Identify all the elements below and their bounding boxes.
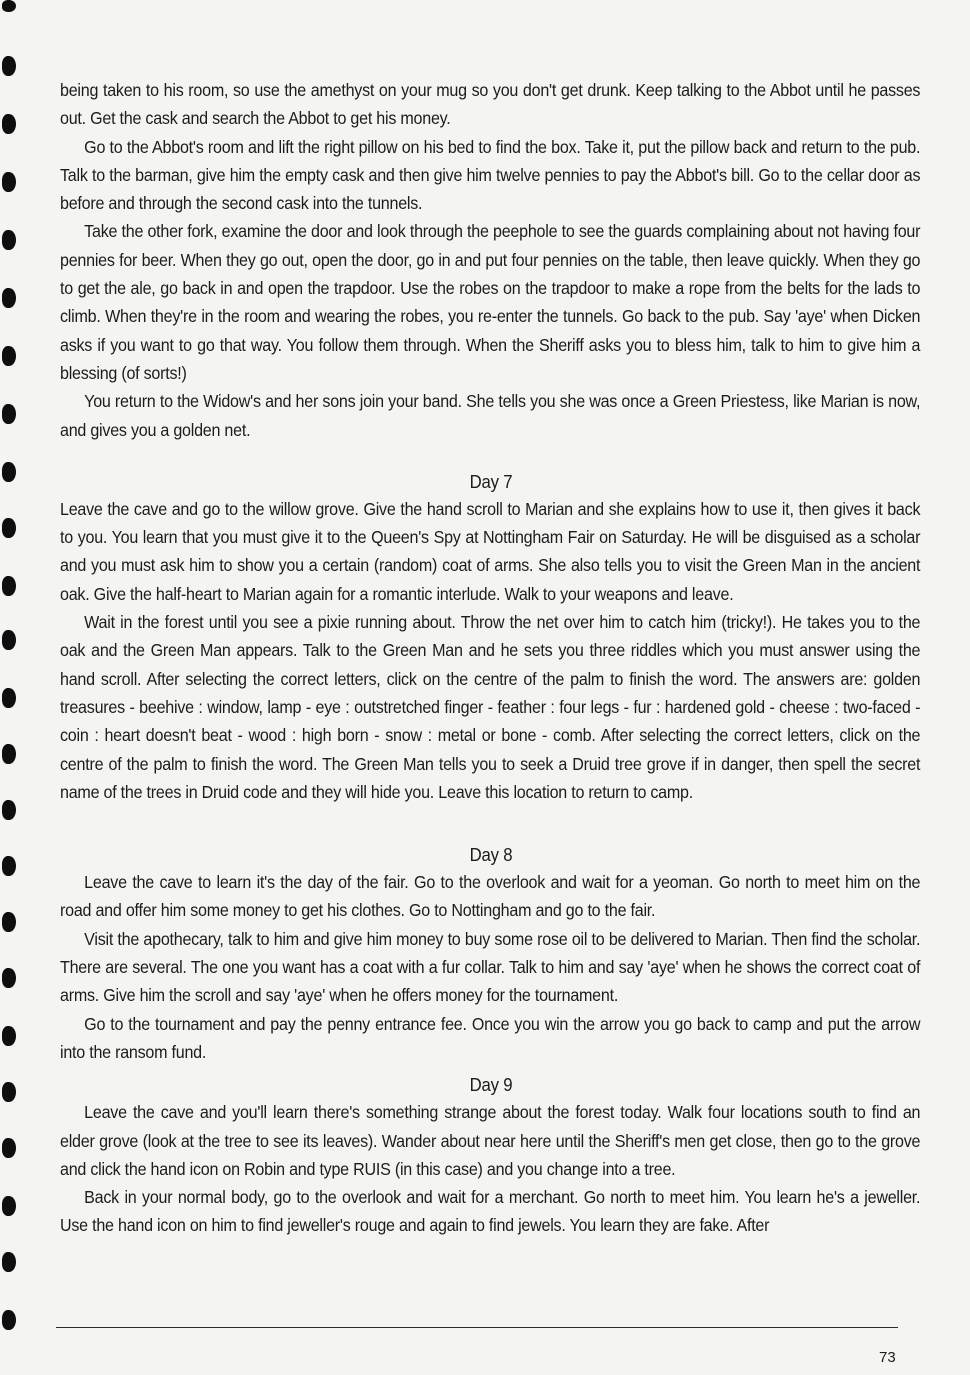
- binding-hole: [2, 518, 16, 538]
- binding-hole: [2, 576, 16, 596]
- binding-hole: [2, 1082, 16, 1102]
- binding-hole: [2, 856, 16, 876]
- binding-hole: [2, 346, 16, 366]
- paragraph: Leave the cave and you'll learn there's something strange about the forest today. Walk four locations south to find an elder grove (look at the tree to see its leaves). Wander about near here until the Sheriff's men get close, then go to the grove and click the hand icon on Robin and type RUIS (in this case) and you change into a tree.: [60, 1102, 921, 1179]
- binding-hole: [2, 912, 16, 932]
- binding-hole: [2, 968, 16, 988]
- paragraph: Leave the cave to learn it's the day of the fair. Go to the overlook and wait for a yeoman. Go north to meet him on the road and offer him some money to get his clothes. Go to Nottingham and go to the fair.: [60, 872, 921, 921]
- paragraph: Back in your normal body, go to the overlook and wait for a merchant. Go north to meet him. You learn he's a jeweller. Use the hand icon on him to find jeweller's rouge and again to find jewels. You learn they are fake. After: [60, 1187, 921, 1236]
- paragraph: Visit the apothecary, talk to him and give him money to buy some rose oil to be delivered to Marian. Then find the scholar. There are several. The one you want has a coat with a fur collar. Talk to him and say 'aye' when he shows the correct coat of arms. Give him the scroll and say 'aye' when he offers money for the tournament.: [60, 928, 921, 1006]
- binding-hole: [2, 56, 16, 76]
- paragraph: Wait in the forest until you see a pixie running about. Throw the net over him to catch him (tricky!). He takes you to the oak and the Green Man appears. Talk to the Green Man and he sets you three riddles which you must answer using the hand scroll. After selecting the correct letters, click on the centre of the palm to finish the word. The answers are: golden treasures - beehive : window, lamp - eye : outstretched finger - feather : four legs - fur : hardened gold - cheese : two-faced - coin : heart doesn't beat - wood : high born - snow : metal or bone - comb. After selecting the correct letters, click on the centre of the palm to finish the word. The Green Man tells you to seek a Druid tree grove if in danger, then spell the secret name of the trees in Druid code and they will hide you. Leave this location to return to camp.: [60, 612, 921, 802]
- paragraph: You return to the Widow's and her sons join your band. She tells you she was once a Green Priestess, like Marian is now, and gives you a golden net.: [60, 391, 921, 440]
- paragraph: Leave the cave and go to the willow grove. Give the hand scroll to Marian and she explains how to use it, then gives it back to you. You learn that you must give it to the Queen's Spy at Nottingham Fair on Saturday. He will be disguised as a scholar and you must ask him to show you a certain (random) coat of arms. She also tells you to visit the Green Man in the ancient oak. Give the half-heart to Marian again for a romantic interlude. Walk to your weapons and leave.: [60, 498, 921, 604]
- binding-hole: [2, 230, 16, 250]
- binding-hole: [2, 1026, 16, 1046]
- binding-hole: [2, 800, 16, 820]
- binding-hole: [2, 462, 16, 482]
- day-9-heading: Day 9: [469, 1075, 513, 1096]
- binding-hole: [2, 1252, 16, 1272]
- binding-hole: [2, 630, 16, 650]
- binding-hole: [2, 1138, 16, 1158]
- day-8-heading: Day 8: [469, 845, 513, 866]
- spiral-binding: [0, 0, 26, 1375]
- paragraph: Go to the tournament and pay the penny entrance fee. Once you win the arrow you go back to camp and put the arrow into the ransom fund.: [60, 1013, 921, 1062]
- paragraph: Go to the Abbot's room and lift the right pillow on his bed to find the box. Take it, put the pillow back and return to the pub. Talk to the barman, give him the empty cask and then give him twelve pennies to pay the Abbot's bill. Go to the cellar door as before and through the second cask into the tunnels.: [60, 136, 921, 214]
- day-7-heading: Day 7: [469, 471, 513, 492]
- page-number: 73: [879, 1349, 896, 1366]
- binding-hole: [2, 114, 16, 134]
- binding-hole: [2, 0, 16, 12]
- binding-hole: [2, 1310, 16, 1330]
- intro-section: [60, 76, 922, 444]
- page-body: [60, 76, 922, 1240]
- binding-hole: [2, 688, 16, 708]
- paragraph: being taken to his room, so use the amethyst on your mug so you don't get drunk. Keep talking to the Abbot until he passes out. Get the cask and search the Abbot to get his money.: [60, 80, 921, 129]
- footer-rule: [56, 1327, 898, 1328]
- paragraph: Take the other fork, examine the door and look through the peephole to see the guards complaining about not having four pennies for beer. When they go out, open the door, go in and put four pennies on the table, then leave quickly. When they go to get the ale, go back in and open the trapdoor. Use the robes on the trapdoor to make a rope from the belts for the lads to climb. When they're in the room and wearing the robes, you re-enter the tunnels. Go back to the pub. Say 'aye' when Dicken asks if you want to go that way. You follow them through. When the Sheriff asks you to bless him, talk to him to give him a blessing (of sorts!): [60, 221, 921, 383]
- binding-hole: [2, 744, 16, 764]
- binding-hole: [2, 172, 16, 192]
- binding-hole: [2, 404, 16, 424]
- binding-hole: [2, 1196, 16, 1216]
- binding-hole: [2, 288, 16, 308]
